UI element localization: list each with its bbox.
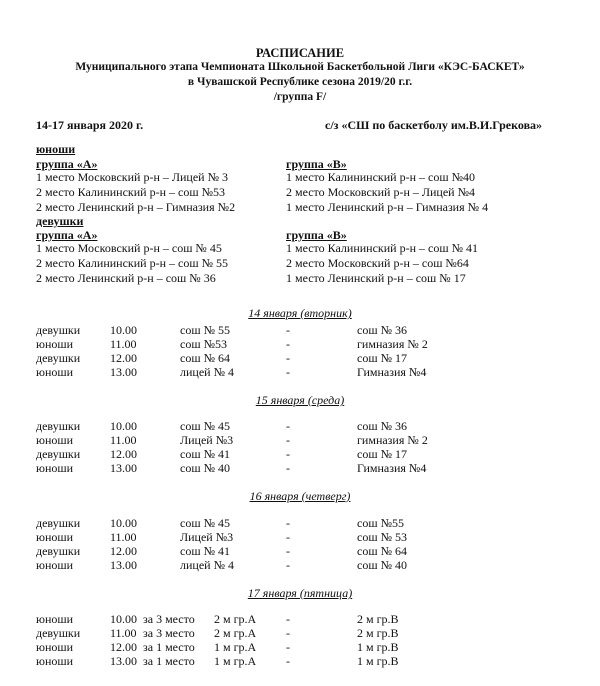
game-time: 10.00: [110, 323, 137, 337]
boys-group-b-team: 1 место Калининский р-н – сош №40: [286, 170, 476, 184]
game-row: [0, 544, 600, 558]
game-row: [0, 351, 600, 365]
game-row: [0, 419, 600, 433]
day-heading-text: 14 января (вторник): [248, 306, 352, 320]
game-row: [0, 654, 600, 668]
game-category: девушки: [36, 419, 81, 433]
game-away-team: 1 м гр.В: [357, 654, 399, 668]
game-row: [0, 612, 600, 626]
game-row: [0, 337, 600, 351]
venue: с/з «СШ по баскетболу им.В.И.Грекова»: [325, 118, 543, 132]
game-stage: за 1 место: [143, 640, 195, 654]
game-row: [0, 516, 600, 530]
game-dash: -: [286, 323, 290, 337]
game-category: девушки: [36, 516, 81, 530]
game-category: юноши: [36, 612, 74, 626]
game-stage: за 3 место: [143, 626, 195, 640]
game-time: 11.00: [110, 337, 137, 351]
game-home-team: сош № 41: [180, 544, 231, 558]
game-dash: -: [286, 612, 290, 626]
boys-group-a-team: 1 место Московский р-н – Лицей № 3: [36, 170, 229, 184]
game-home-team: сош № 55: [180, 323, 231, 337]
game-dash: -: [286, 337, 290, 351]
game-away-team: сош № 36: [357, 323, 408, 337]
game-row: [0, 447, 600, 461]
game-dash: -: [286, 516, 290, 530]
game-row: [0, 640, 600, 654]
game-home-team: Лицей №3: [180, 433, 234, 447]
game-away-team: 1 м гр.В: [357, 640, 399, 654]
game-stage: за 3 место: [143, 612, 195, 626]
boys-group-a-team: 2 место Ленинский р-н – Гимназия №2: [36, 200, 236, 214]
game-dash: -: [286, 626, 290, 640]
game-time: 12.00: [110, 447, 137, 461]
game-dash: -: [286, 419, 290, 433]
boys-group-b-label: группа «В»: [286, 157, 347, 171]
game-time: 11.00: [110, 626, 137, 640]
girls-group-a-team: 2 место Ленинский р-н – сош № 36: [36, 271, 216, 285]
girls-group-b-label: группа «В»: [286, 228, 347, 242]
game-category: девушки: [36, 323, 81, 337]
boys-group-a-team: 2 место Калининский р-н – сош №53: [36, 185, 226, 199]
game-home-team: 2 м гр.А: [214, 626, 257, 640]
game-home-team: лицей № 4: [180, 365, 235, 379]
girls-group-a-team: 2 место Калининский р-н – сош № 55: [36, 256, 229, 270]
game-home-team: 2 м гр.А: [214, 612, 257, 626]
game-home-team: сош № 45: [180, 516, 231, 530]
game-dash: -: [286, 544, 290, 558]
header-line-3: /группа F/: [273, 91, 327, 103]
girls-group-b-team: 1 место Ленинский р-н – сош № 17: [286, 271, 466, 285]
game-row: [0, 626, 600, 640]
game-category: юноши: [36, 433, 74, 447]
game-time: 13.00: [110, 654, 137, 668]
game-category: девушки: [36, 544, 81, 558]
game-time: 12.00: [110, 351, 137, 365]
girls-group-b-team: 1 место Калининский р-н – сош № 41: [286, 241, 479, 255]
game-away-team: сош № 53: [357, 530, 408, 544]
day-heading-text: 16 января (четверг): [249, 489, 351, 503]
game-home-team: сош № 41: [180, 447, 231, 461]
boys-group-b-team: 1 место Ленинский р-н – Гимназия № 4: [286, 200, 489, 214]
game-dash: -: [286, 433, 290, 447]
game-dash: -: [286, 530, 290, 544]
game-dash: -: [286, 558, 290, 572]
girls-group-a-label: группа «А»: [36, 228, 98, 242]
game-home-team: сош №53: [180, 337, 228, 351]
girls-group-b-team: 2 место Московский р-н – сош №64: [286, 256, 469, 270]
day-heading: [0, 489, 600, 504]
game-away-team: 2 м гр.В: [357, 612, 399, 626]
game-away-team: 2 м гр.В: [357, 626, 399, 640]
header-line-2: в Чувашской Республике сезона 2019/20 г.г.: [187, 76, 413, 88]
day-heading-text: 17 января (пятница): [247, 586, 353, 600]
game-category: юноши: [36, 654, 74, 668]
game-time: 10.00: [110, 516, 137, 530]
game-away-team: Гимназия №4: [357, 365, 427, 379]
girls-heading: девушки: [36, 214, 84, 228]
header-line-1: Муниципального этапа Чемпионата Школьной Баскетбольной Лиги «КЭС-БАСКЕТ»: [75, 61, 525, 73]
game-category: девушки: [36, 351, 81, 365]
game-away-team: сош № 17: [357, 351, 408, 365]
day-heading: [0, 306, 600, 321]
day-heading: [0, 393, 600, 408]
girls-group-a-team: 1 место Московский р-н – сош № 45: [36, 241, 222, 255]
game-away-team: сош №55: [357, 516, 405, 530]
game-dash: -: [286, 447, 290, 461]
game-category: юноши: [36, 365, 74, 379]
game-away-team: гимназия № 2: [357, 433, 428, 447]
game-stage: за 1 место: [143, 654, 195, 668]
game-away-team: сош № 36: [357, 419, 408, 433]
game-dash: -: [286, 654, 290, 668]
game-away-team: сош № 17: [357, 447, 408, 461]
game-away-team: гимназия № 2: [357, 337, 428, 351]
game-time: 12.00: [110, 640, 137, 654]
game-category: девушки: [36, 447, 81, 461]
game-home-team: 1 м гр.А: [214, 640, 257, 654]
game-time: 13.00: [110, 558, 137, 572]
game-time: 12.00: [110, 544, 137, 558]
game-time: 13.00: [110, 461, 137, 475]
document-title: РАСПИСАНИЕ: [255, 46, 345, 60]
game-time: 10.00: [110, 419, 137, 433]
game-away-team: сош № 64: [357, 544, 408, 558]
game-time: 11.00: [110, 530, 137, 544]
game-row: [0, 558, 600, 572]
boys-heading: юноши: [36, 142, 76, 156]
game-dash: -: [286, 351, 290, 365]
game-row: [0, 365, 600, 379]
game-category: юноши: [36, 337, 74, 351]
game-row: [0, 433, 600, 447]
game-row: [0, 530, 600, 544]
game-row: [0, 323, 600, 337]
game-home-team: Лицей №3: [180, 530, 234, 544]
boys-group-b-team: 2 место Московский р-н – Лицей №4: [286, 185, 476, 199]
game-time: 13.00: [110, 365, 137, 379]
game-time: 11.00: [110, 433, 137, 447]
game-category: юноши: [36, 640, 74, 654]
game-dash: -: [286, 640, 290, 654]
game-home-team: сош № 45: [180, 419, 231, 433]
game-category: юноши: [36, 461, 74, 475]
boys-group-a-label: группа «А»: [36, 157, 98, 171]
game-home-team: лицей № 4: [180, 558, 235, 572]
game-home-team: сош № 64: [180, 351, 231, 365]
game-time: 10.00: [110, 612, 137, 626]
game-away-team: сош № 40: [357, 558, 408, 572]
day-heading: [0, 586, 600, 601]
game-category: юноши: [36, 558, 74, 572]
game-dash: -: [286, 461, 290, 475]
game-home-team: сош № 40: [180, 461, 231, 475]
game-away-team: Гимназия №4: [357, 461, 427, 475]
event-dates: 14-17 января 2020 г.: [36, 118, 144, 132]
game-row: [0, 461, 600, 475]
game-home-team: 1 м гр.А: [214, 654, 257, 668]
game-dash: -: [286, 365, 290, 379]
game-category: юноши: [36, 530, 74, 544]
game-category: девушки: [36, 626, 81, 640]
day-heading-text: 15 января (среда): [255, 393, 345, 407]
